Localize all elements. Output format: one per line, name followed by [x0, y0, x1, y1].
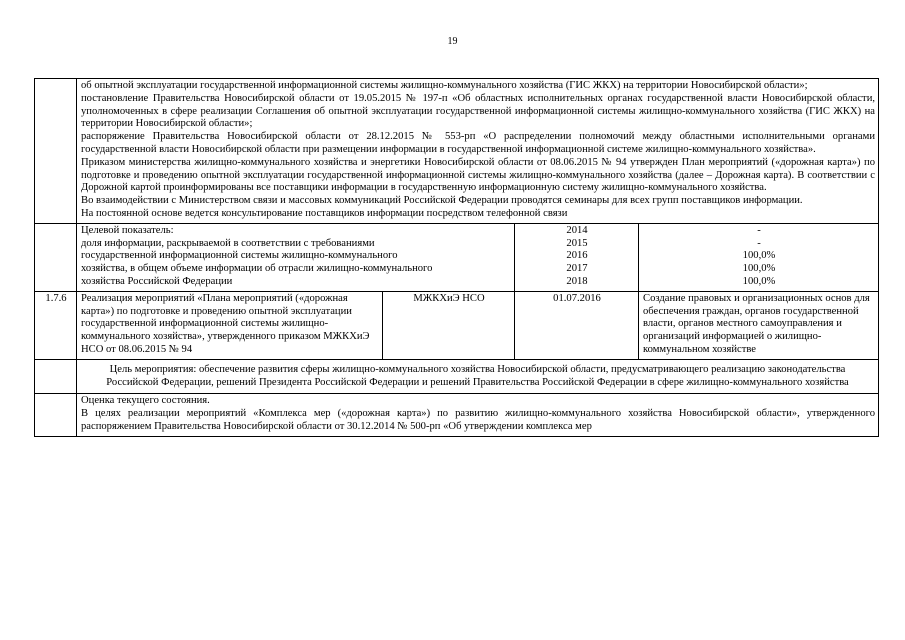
- assessment-heading: Оценка текущего состояния.: [81, 395, 210, 407]
- indicator-years-cell: [515, 223, 639, 291]
- indicator-year: 2018: [566, 275, 588, 287]
- assessment-row: [35, 394, 879, 436]
- indicator-year: 2017: [566, 263, 588, 275]
- indicator-value: -: [757, 224, 761, 236]
- indicator-line: государственной информационной системы жилищно-коммунального: [81, 250, 398, 262]
- measure-result: Создание правовых и организационных основ для обеспечения граждан, органов государственной власти, органов местного самоуправления и организаций информацией о жилищно-коммунальном хозяйстве: [639, 291, 879, 359]
- indicator-value: 100,0%: [742, 263, 776, 275]
- paragraph: Приказом министерства жилищно-коммунального хозяйства и энергетики Новосибирской области от 08.06.2015 № 94 утвержден План мероприятий («дорожная карта») по подготовке и проведению опытной эксплуатации государственной информационной системы жилищно-коммунального хозяйства (далее – Дорожная карта). В соответствии с Дорожной картой проинформированы все поставщики информации в государственную информационную систему жилищно-коммунального хозяйства.: [81, 156, 876, 194]
- indicator-year: 2014: [566, 224, 588, 236]
- continuation-row: [35, 79, 879, 224]
- number-cell-empty: [35, 79, 77, 224]
- target-indicator-label-cell: [77, 223, 515, 291]
- paragraph: постановление Правительства Новосибирской области от 19.05.2015 № 197-п «Об областных исполнительных органах государственной власти Новосибирской области, уполномоченных в сфере реализации Соглашения об опытной эксплуатации государственной информационной системы жилищно-коммунального хозяйства (ГИС ЖКХ) на территории Новосибирской области»;: [81, 92, 876, 130]
- page-number: 19: [447, 36, 458, 47]
- measure-number: 1.7.6: [35, 291, 77, 359]
- assessment-text: В целях реализации мероприятий «Комплекса мер («дорожная карта») по развитию жилищно-коммунального хозяйства Новосибирской области», утвержденного распоряжением Правительства Новосибирской области от 30.12.2014 № 500-рп «Об утверждении комплекса мер: [81, 408, 876, 432]
- number-cell-empty: [35, 223, 77, 291]
- indicator-line: доля информации, раскрываемой в соответствии с требованиями: [81, 237, 375, 249]
- measure-executor: МЖКХиЭ НСО: [383, 291, 515, 359]
- paragraph: Во взаимодействии с Министерством связи и массовых коммуникаций Российской Федерации проводятся семинары для всех групп поставщиков информации.: [81, 195, 803, 207]
- number-cell-empty: [35, 394, 77, 436]
- paragraph: об опытной эксплуатации государственной информационной системы жилищно-коммунального хозяйства (ГИС ЖКХ) на территории Новосибирской области»;: [81, 80, 808, 91]
- goal-row: [35, 359, 879, 394]
- measure-row-1-7-6: [35, 291, 879, 359]
- indicator-value: 100,0%: [742, 250, 776, 262]
- number-cell-empty: [35, 359, 77, 394]
- continuation-text-cell: [77, 79, 879, 224]
- indicator-line: хозяйства, в общем объеме информации об отрасли жилищно-коммунального: [81, 263, 433, 275]
- assessment-cell: [77, 394, 879, 436]
- paragraph: На постоянной основе ведется консультирование поставщиков информации посредством телефонной связи: [81, 207, 568, 219]
- indicator-value: -: [757, 237, 761, 249]
- indicator-values-cell: [639, 223, 879, 291]
- indicator-line: Целевой показатель:: [81, 224, 174, 236]
- measure-date: 01.07.2016: [515, 291, 639, 359]
- target-indicator-row: [35, 223, 879, 291]
- indicator-line: хозяйства Российской Федерации: [81, 275, 233, 287]
- indicator-value: 100,0%: [742, 275, 776, 287]
- measure-description: Реализация мероприятий «Плана мероприятий («дорожная карта») по подготовке и проведению опытной эксплуатации государственной информационной системы жилищно-коммунального хозяйства», утвержденного приказом МЖКХиЭ НСО от 08.06.2015 № 94: [77, 291, 383, 359]
- paragraph: распоряжение Правительства Новосибирской области от 28.12.2015 № 553-рп «О распределении полномочий между областными исполнительными органами государственной власти Новосибирской области при размещении информации в государственной информационной системе жилищно-коммунального хозяйства».: [81, 131, 876, 155]
- measures-table: [34, 78, 879, 437]
- indicator-year: 2015: [566, 237, 588, 249]
- indicator-year: 2016: [566, 250, 588, 262]
- goal-text: Цель мероприятия: обеспечение развития сферы жилищно-коммунального хозяйства Новосибирской области, предусматривающего реализацию законодательства Российской Федерации, решений Президента Российской Федерации и решений Правительства Российской Федерации в сфере жилищно-коммунального хозяйства: [77, 359, 879, 394]
